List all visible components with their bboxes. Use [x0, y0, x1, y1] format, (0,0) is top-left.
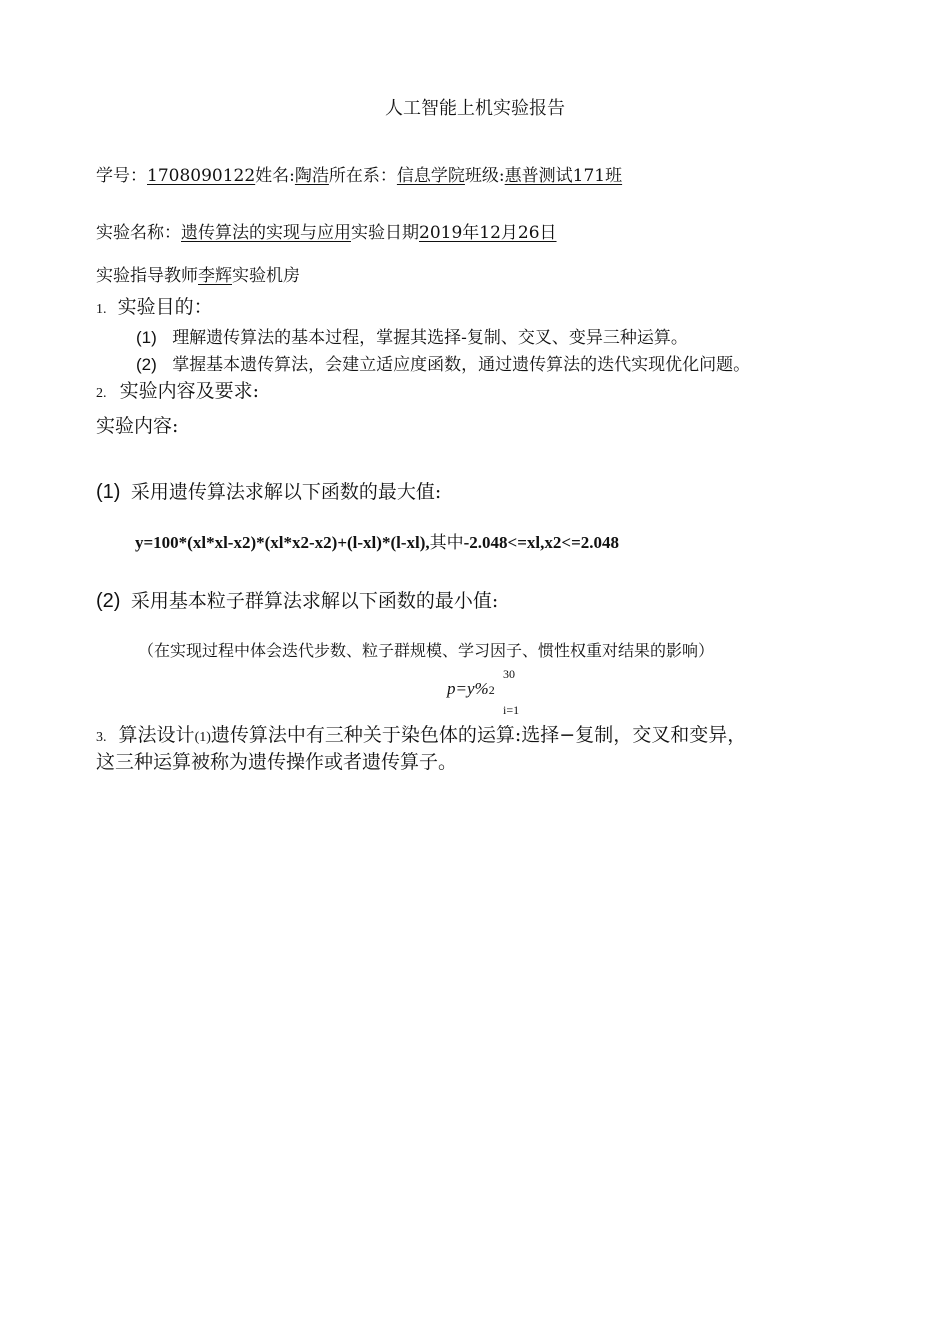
task1-number: (1): [96, 481, 121, 503]
equation-main: [447, 679, 495, 699]
teacher-label: 实验指导教师: [96, 266, 198, 286]
page-title: 人工智能上机实验报告: [385, 98, 565, 119]
experiment-info-line: [96, 218, 557, 243]
section2-number: 2.: [96, 386, 107, 401]
teacher-name: 李辉: [198, 266, 232, 286]
section1-heading: [96, 292, 213, 319]
section3-subnumber: (1): [194, 730, 211, 745]
class-name: 惠普测试171班: [504, 166, 623, 186]
formula-constraint: -2.048<=xl,x2<=2.048: [463, 533, 620, 552]
section1-title: 实验目的：: [117, 296, 213, 318]
formula-expression: y=100*(xl*xl-x2)*(xl*x2-x2)+(l-xl)*(l-xl),: [135, 533, 430, 552]
equation-text: p=y%: [447, 679, 489, 698]
department: 信息学院: [396, 166, 465, 186]
content-label: 实验内容:: [96, 415, 179, 437]
task2-text: 采用基本粒子群算法求解以下函数的最小值:: [130, 590, 499, 612]
objective-text: 掌握基本遗传算法，会建立适应度函数，通过遗传算法的迭代实现优化问题。: [172, 355, 751, 375]
objective-number: (1): [136, 328, 157, 347]
experiment-name: 遗传算法的实现与应用: [181, 223, 351, 243]
section3-title: 算法设计: [118, 724, 195, 746]
equation-lower-limit: i=1: [503, 703, 520, 717]
formula-where: 其中: [429, 533, 464, 553]
name-label: 姓名:: [255, 166, 295, 186]
exp-name-label: 实验名称：: [96, 223, 181, 243]
experiment-date: 2019年12月26日: [419, 223, 557, 243]
objective-number: (2): [136, 355, 157, 374]
equation-exponent: 2: [488, 683, 495, 697]
section3-line2: 这三种运算被称为遗传操作或者遗传算子。: [96, 751, 458, 773]
section2-heading: [96, 376, 259, 403]
student-name: 陶浩: [294, 166, 329, 186]
dept-label: 所在系：: [328, 166, 397, 186]
task2-number: (2): [96, 590, 121, 612]
task1-line: [96, 477, 441, 504]
equation-upper-limit: 30: [503, 667, 515, 681]
task1-text: 采用遗传算法求解以下函数的最大值:: [130, 481, 442, 503]
task2-note: （在实现过程中体会迭代步数、粒子群规模、学习因子、惯性权重对结果的影响）: [138, 641, 715, 660]
section3-number: 3.: [96, 730, 107, 745]
student-info-line: [96, 161, 622, 186]
room-label: 实验机房: [232, 266, 300, 286]
task1-formula: [135, 528, 619, 553]
section3-text: 遗传算法中有三种关于染色体的运算:选择−复制，交叉和变异，: [210, 724, 747, 746]
teacher-info-line: [96, 261, 300, 286]
class-label: 班级:: [464, 166, 505, 186]
objective-item: [136, 350, 750, 375]
section2-title: 实验内容及要求:: [119, 380, 259, 402]
task2-line: [96, 586, 498, 613]
objective-text: 理解遗传算法的基本过程，掌握其选择-复制、交叉、变异三种运算。: [172, 328, 688, 348]
section3-line1: [96, 720, 746, 747]
objective-item: [136, 323, 688, 348]
student-id-label: 学号：: [96, 166, 147, 186]
date-label: 实验日期: [351, 223, 419, 243]
student-id: 1708090122: [147, 166, 256, 186]
section1-number: 1.: [96, 302, 107, 317]
